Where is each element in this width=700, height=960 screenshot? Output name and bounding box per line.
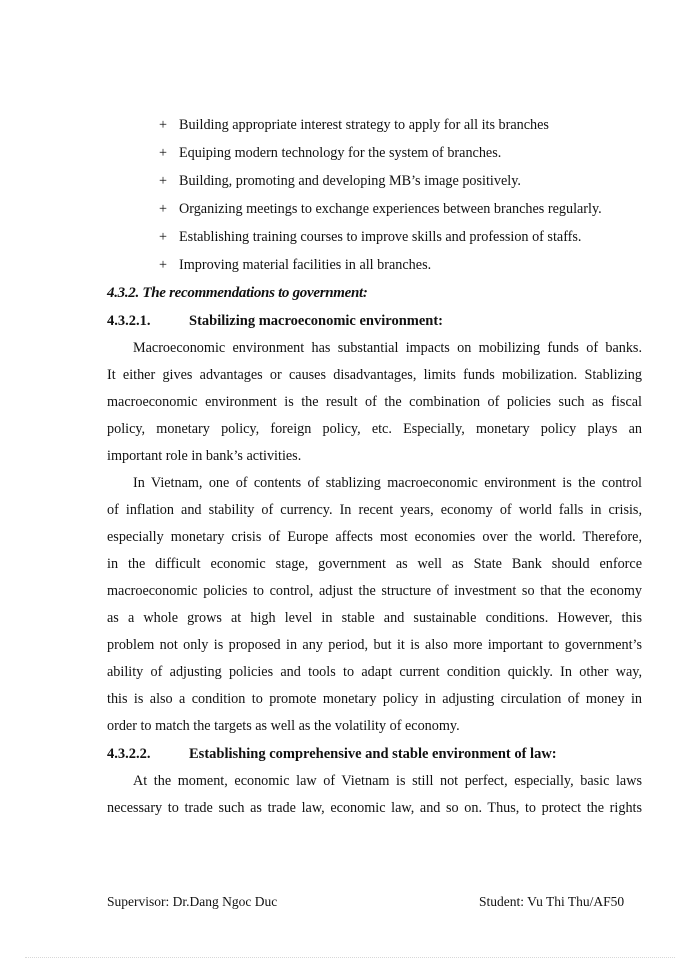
paragraph-line: as a whole grows at high level in stable and sustainable conditions. However, this	[107, 610, 642, 626]
page-boundary-divider	[25, 957, 675, 958]
bullet-text: Establishing training courses to improve skills and profession of staffs.	[179, 229, 582, 245]
plus-bullet-icon: +	[159, 117, 168, 133]
bullet-item	[107, 167, 642, 195]
bullet-item	[107, 195, 642, 223]
plus-bullet-icon: +	[159, 229, 168, 245]
subsection-number: 4.3.2.1.	[107, 313, 151, 329]
bullet-item	[107, 111, 642, 139]
paragraph-line: macroeconomic environment is the result of the combination of policies such as fiscal	[107, 394, 642, 410]
bullet-text: Building appropriate interest strategy to apply for all its branches	[179, 117, 549, 133]
paragraph-line: At the moment, economic law of Vietnam is still not perfect, especially, basic laws	[133, 773, 642, 789]
bullet-list	[107, 111, 642, 279]
paragraph-line: in the difficult economic stage, government as well as State Bank should enforce	[107, 556, 642, 572]
paragraph-line: policy, monetary policy, foreign policy, etc. Especially, monetary policy plays an	[107, 421, 642, 437]
paragraph-line: important role in bank’s activities.	[107, 448, 302, 464]
paragraph-line: of inflation and stability of currency. In recent years, economy of world falls in crisis,	[107, 502, 642, 518]
bullet-text: Equiping modern technology for the system of branches.	[179, 145, 502, 161]
plus-bullet-icon: +	[159, 201, 168, 217]
paragraph	[107, 470, 642, 740]
paragraph-line: It either gives advantages or causes disadvantages, limits funds mobilization. Stablizing	[107, 367, 642, 383]
footer-supervisor: Supervisor: Dr.Dang Ngoc Duc	[107, 894, 278, 909]
footer-student: Student: Vu Thi Thu/AF50	[479, 894, 625, 909]
bullet-item	[107, 251, 642, 279]
page-footer	[107, 890, 627, 914]
subsection-heading	[107, 740, 642, 768]
plus-bullet-icon: +	[159, 145, 168, 161]
paragraph-line: In Vietnam, one of contents of stablizing macroeconomic environment is the control	[133, 475, 642, 491]
paragraph-line: problem not only is proposed in any period, but it is also more important to government’s	[107, 637, 642, 653]
paragraph	[107, 768, 642, 822]
paragraph	[107, 335, 642, 470]
paragraph-line: order to match the targets as well as the volatility of economy.	[107, 718, 460, 734]
plus-bullet-icon: +	[159, 257, 168, 273]
bullet-item	[107, 223, 642, 251]
section-heading: 4.3.2. The recommendations to government:	[107, 285, 368, 301]
subsection-heading	[107, 307, 642, 335]
paragraph-line: necessary to trade such as trade law, economic law, and so on. Thus, to protect the rights	[107, 800, 642, 816]
paragraph-line: Macroeconomic environment has substantial impacts on mobilizing funds of banks.	[133, 340, 642, 356]
subsection-title: Stabilizing macroeconomic environment:	[189, 313, 443, 329]
paragraph-line: this is also a condition to promote monetary policy in adjusting circulation of money in	[107, 691, 642, 707]
bullet-text: Improving material facilities in all branches.	[179, 257, 432, 273]
paragraph-line: especially monetary crisis of Europe affects most economies over the world. Therefore,	[107, 529, 642, 545]
subsection-title: Establishing comprehensive and stable environment of law:	[189, 746, 557, 762]
bullet-text: Building, promoting and developing MB’s image positively.	[179, 173, 521, 189]
bullet-text: Organizing meetings to exchange experiences between branches regularly.	[179, 201, 602, 217]
plus-bullet-icon: +	[159, 173, 168, 189]
paragraph-line: ability of adjusting policies and tools to adapt current condition quickly. In other way,	[107, 664, 642, 680]
bullet-item	[107, 139, 642, 167]
document-body	[107, 111, 642, 822]
paragraph-line: macroeconomic policies to control, adjust the structure of investment so that the economy	[107, 583, 642, 599]
subsection-number: 4.3.2.2.	[107, 746, 151, 762]
